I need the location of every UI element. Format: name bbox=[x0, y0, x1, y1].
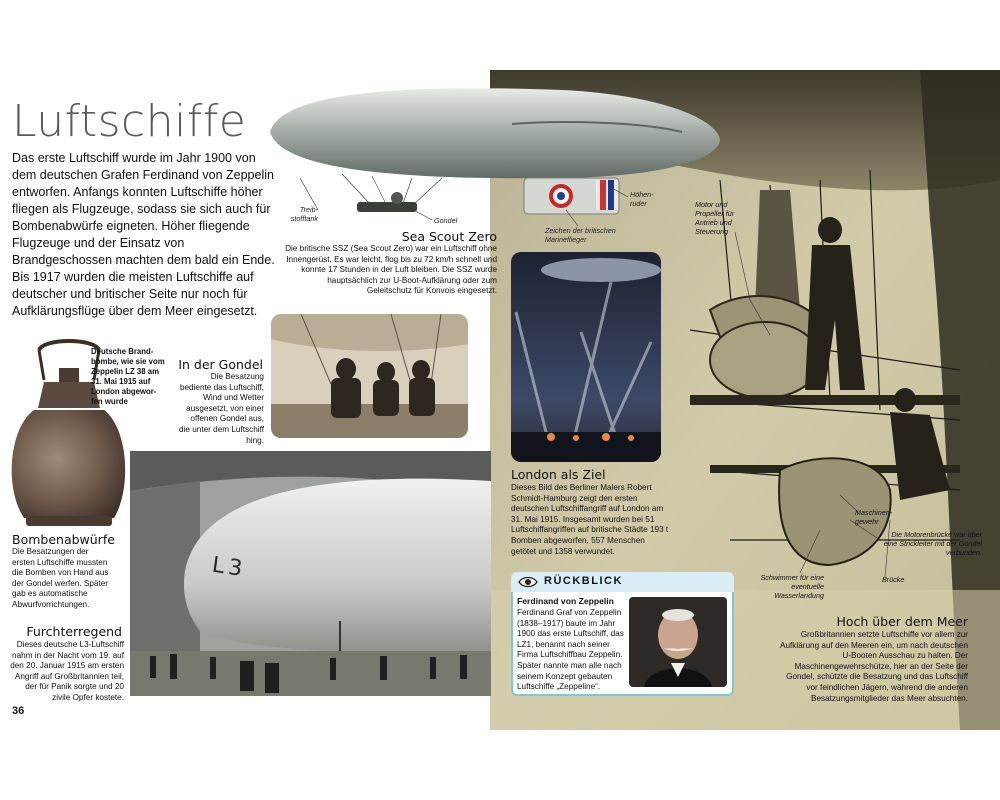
label-machine-gun: Maschinen-gewehr bbox=[855, 508, 893, 526]
bomb-heading: Bombenabwürfe bbox=[12, 532, 115, 547]
label-navy-insignia: Zeichen der britischen Marineflieger bbox=[545, 226, 616, 244]
label-motor: Motor und Propeller für Antrieb und Steuerung bbox=[695, 200, 735, 236]
label-elevator: Höhen- ruder bbox=[630, 190, 654, 208]
sea-scout-text: Die britische SSZ (Sea Scout Zero) war ein Luftschiff ohne Innengerüst. Es war leicht, flog bis zu 72 km/h schnell und konnte 17 Stunden in der Luft bleiben. Die SSZ wurde hauptsächlich zur U-Boot-Aufklärung oder zum Geleitschutz für Konvois eingesetzt. bbox=[285, 244, 497, 296]
zeppelin-name: Ferdinand von Zeppelin bbox=[517, 596, 614, 606]
gondola-text: Die Besatzung bediente das Luftschiff, Wind und Wetter ausgesetzt, von einer offenen Gondel aus, die unter dem Luftschiff hing. bbox=[179, 372, 264, 445]
rueckblick-label: RÜCKBLICK bbox=[544, 575, 623, 587]
furcht-heading: Furchterregend bbox=[26, 624, 122, 639]
l3-hull-marking: L3 bbox=[210, 552, 248, 583]
label-engine-bridge-text: Die Motorenbrücke war über eine Strickleiter mit der Gondel verbunden. bbox=[883, 530, 982, 557]
label-bridge: Brücke bbox=[882, 575, 905, 584]
page-title: Luftschiffe bbox=[12, 96, 247, 147]
page-number: 36 bbox=[12, 705, 25, 717]
bomb-caption: Deutsche Brand-bombe, wie sie vom Zeppelin LZ 38 am 31. Mai 1915 auf London abgewor-fen wurde bbox=[91, 347, 165, 406]
bomb-text: Die Besatzungen der ersten Luftschiffe mussten die Bomben von Hand aus der Gondel werfen. Später gab es automatische Abwurfvorrichtungen. bbox=[12, 547, 109, 609]
label-fuel-tank: Treib- stofftank bbox=[290, 205, 318, 223]
meer-text: Großbritannien setzte Luftschiffe vor allem zur Aufklärung auf den Meeren ein, um nach deutschen U-Booten Ausschau zu halten. Der Maschinengewehrschütze, hier an der Seite der Gondel, schützte die Besatzung und das Luftschiff vor feindlichen Jägern, während die anderen Besatzungsmitglieder das Meer absuchten. bbox=[780, 630, 968, 703]
intro-text: Das erste Luftschiff wurde im Jahr 1900 von dem deutschen Grafen Ferdinand von Zeppelin entworfen. Anfangs konnten Luftschiffe höher fliegen als Flugzeuge, sodass sie sich auch für Bombenabwürfe eigneten. Höher fliegende Flugzeuge und der Einsatz von Brandgeschossen machten dem bald ein Ende. Bis 1917 wurden die meisten Luftschiffe auf deutscher und britischer Seite nur noch für Aufklärungsflüge über dem Meer eingesetzt. bbox=[12, 151, 275, 318]
furcht-text: Dieses deutsche L3-Luftschiff nahm in der Nacht vom 19. auf den 20. Januar 1915 am ersten Angriff auf Großbritannien teil, der für Panik sorgte und 20 zivile Opfer kostete. bbox=[10, 640, 124, 702]
zeppelin-text: Ferdinand Graf von Zeppelin (1838–1917) baute im Jahr 1900 das erste Luftschiff, das LZ1, benannt nach seiner Firma Luftschiffbau Zeppelin. Später nannte man alle nach seinem Konzept gebauten Luftschiffe „Zeppeline“. bbox=[517, 608, 624, 692]
label-gondola: Gondel bbox=[434, 216, 458, 225]
meer-heading: Hoch über dem Meer bbox=[836, 614, 968, 629]
label-float: Schwimmer für eine eventuelle Wasserlandung bbox=[760, 573, 824, 600]
london-heading: London als Ziel bbox=[511, 467, 606, 482]
sea-scout-heading: Sea Scout Zero bbox=[401, 229, 497, 244]
gondola-heading: In der Gondel bbox=[178, 357, 263, 372]
london-text: Dieses Bild des Berliner Malers Robert Schmidt-Hamburg zeigt den ersten deutschen Luftschiffangriff auf London am 31. Mai 1915. Insgesamt wurden bei 51 Luftschiffangriffen auf britische Städte 193 t Bomben abgeworfen, 557 Menschen getötet und 1358 verwundet. bbox=[511, 483, 669, 556]
